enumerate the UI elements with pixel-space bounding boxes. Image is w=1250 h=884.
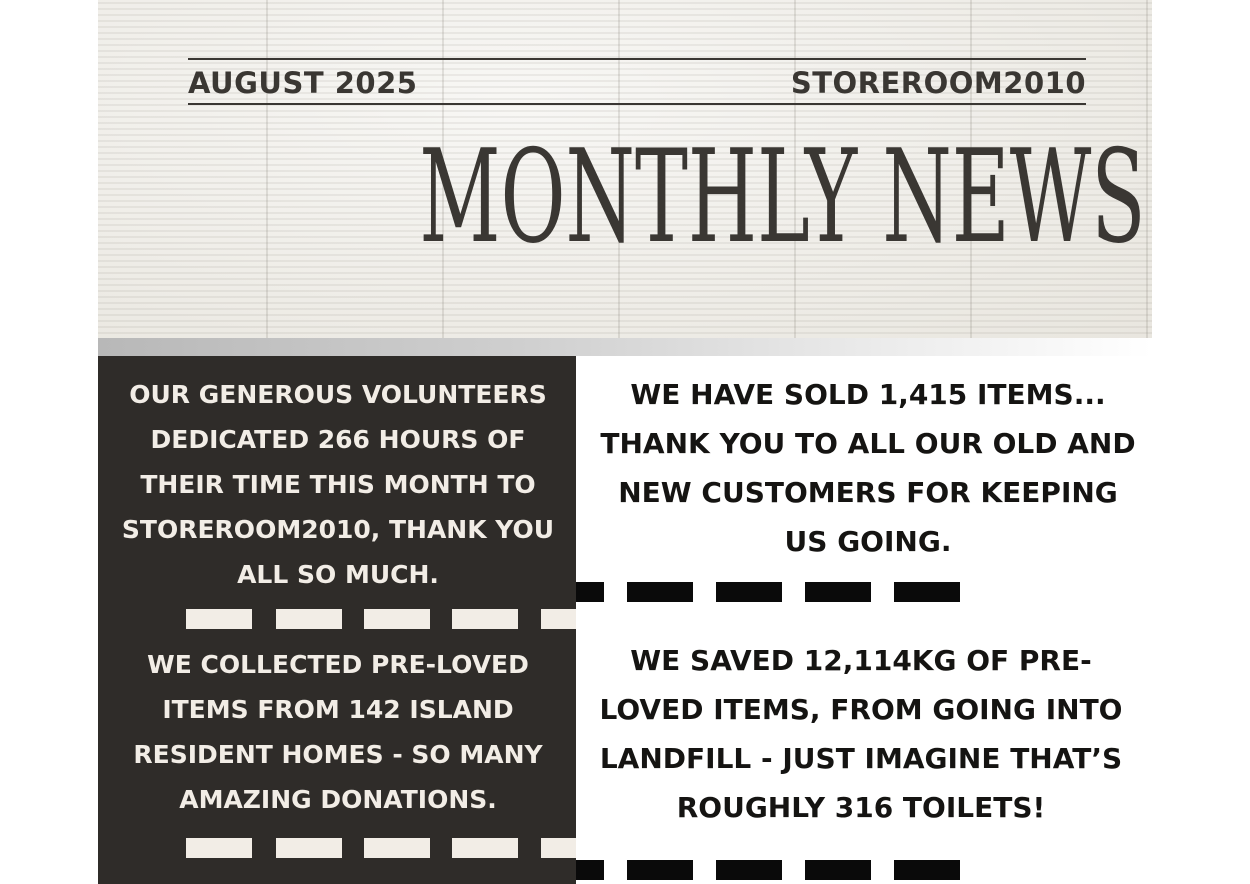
divider-dash — [627, 860, 693, 880]
divider-dash — [186, 838, 252, 858]
issue-date: AUGUST 2025 — [188, 66, 418, 100]
divider-dash — [276, 838, 342, 858]
items-sold-stat: WE HAVE SOLD 1,415 ITEMS... THANK YOU TO ALL OUR OLD AND NEW CUSTOMERS FOR KEEPING US GOING. — [600, 378, 1136, 558]
volunteer-hours-stat: OUR GENEROUS VOLUNTEERS DEDICATED 266 HOURS OF THEIR TIME THIS MONTH TO STOREROOM2010, THANK YOU ALL SO MUCH. — [121, 380, 555, 589]
divider-dash — [452, 838, 518, 858]
divider-dash — [364, 838, 430, 858]
divider-dash — [627, 582, 693, 602]
brand-name: STOREROOM2010 — [790, 66, 1086, 100]
divider-dash — [364, 609, 430, 629]
divider-dash — [276, 609, 342, 629]
divider-dash — [186, 609, 252, 629]
divider-dash — [452, 609, 518, 629]
divider-dash — [576, 860, 604, 880]
divider-dash — [716, 582, 782, 602]
grey-gradient-strip — [98, 338, 1152, 356]
divider-dash — [894, 860, 960, 880]
divider-dash — [541, 838, 576, 858]
page-title: MONTHLY NEWS — [419, 123, 1146, 272]
masthead-bottom-rule — [188, 103, 1086, 105]
divider-dash — [894, 582, 960, 602]
divider-dash — [576, 582, 604, 602]
masthead-top-rule — [188, 58, 1086, 60]
divider-dash — [805, 860, 871, 880]
divider-dash — [805, 582, 871, 602]
divider-dash — [541, 609, 576, 629]
collections-stat: WE COLLECTED PRE-LOVED ITEMS FROM 142 ISLAND RESIDENT HOMES - SO MANY AMAZING DONATIONS. — [133, 650, 543, 814]
divider-dash — [716, 860, 782, 880]
landfill-saved-stat: WE SAVED 12,114KG OF PRE-LOVED ITEMS, FROM GOING INTO LANDFILL - JUST IMAGINE THAT’S ROUGHLY 316 TOILETS! — [599, 644, 1123, 824]
